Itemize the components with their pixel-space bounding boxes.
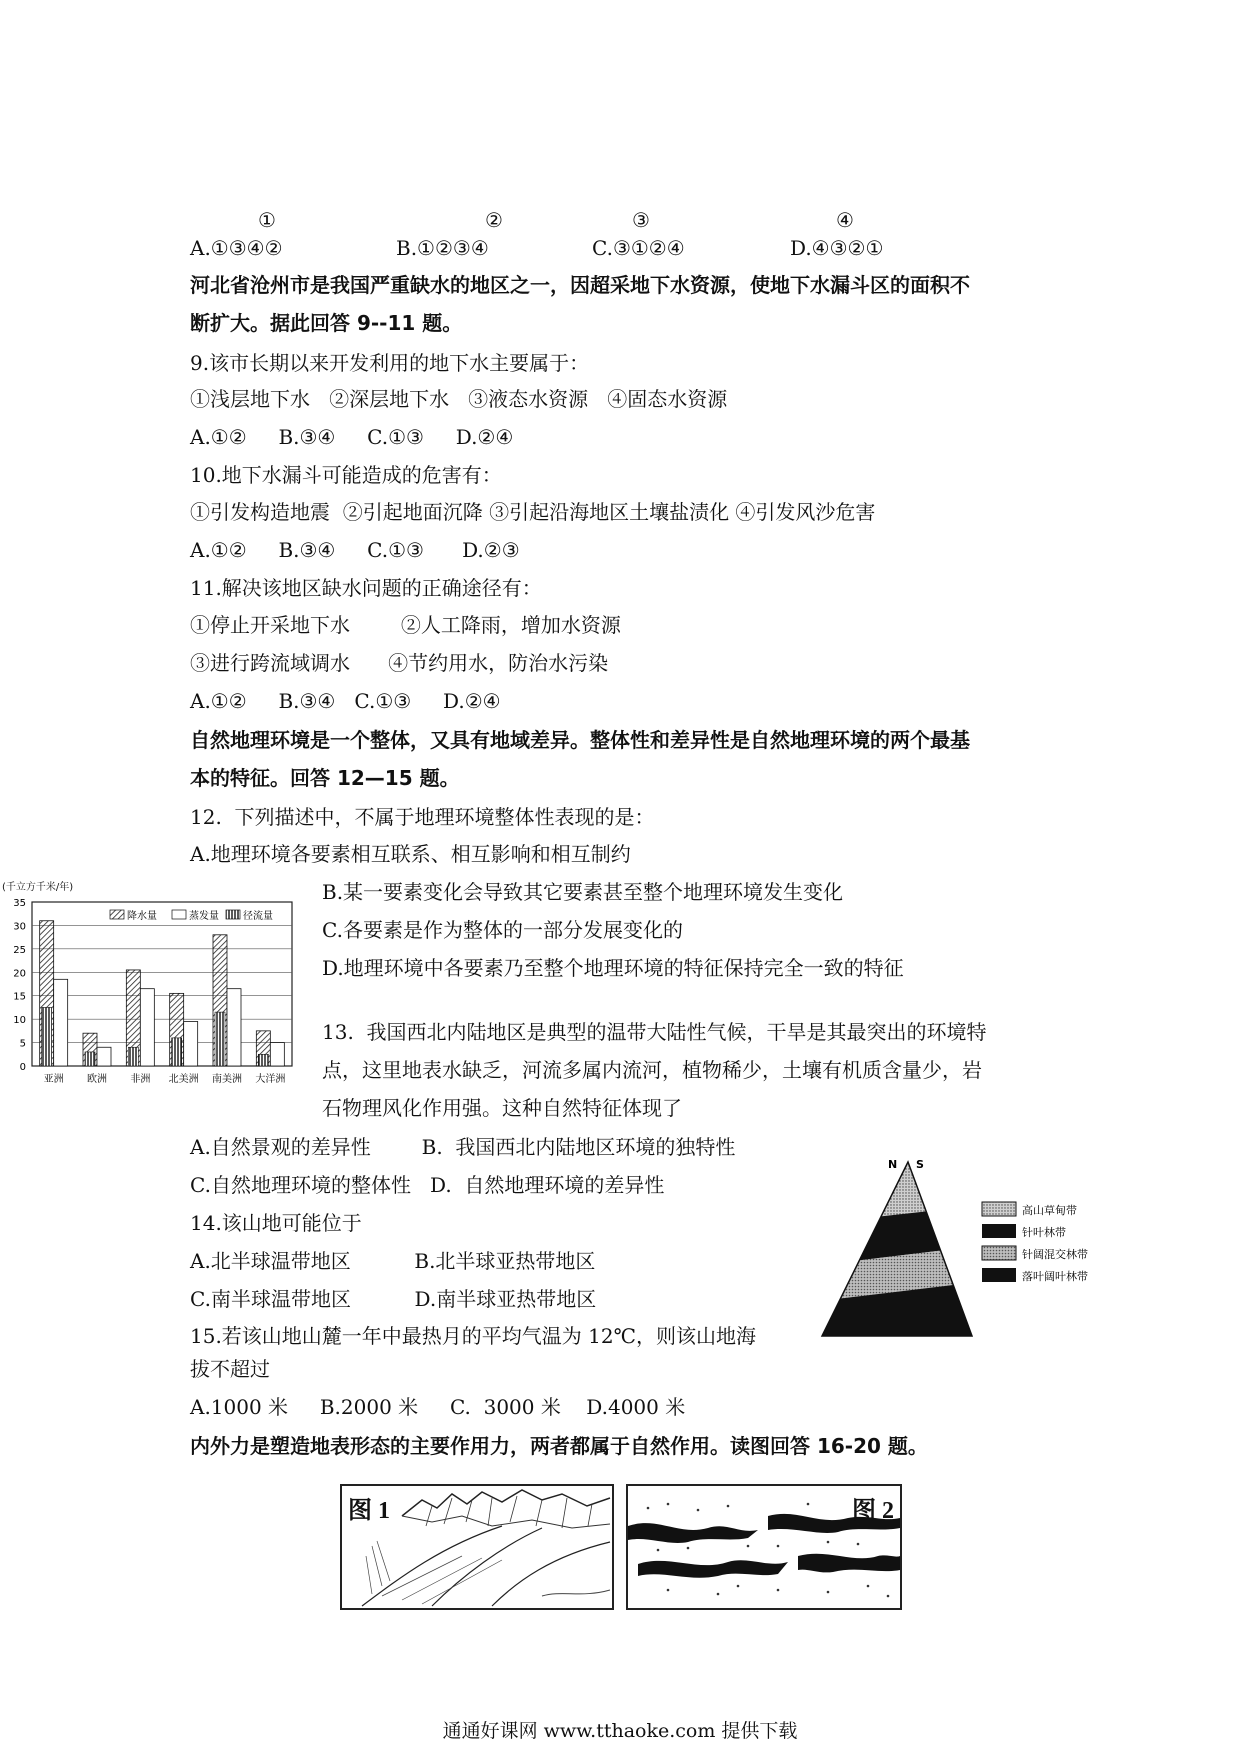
south-label: S (916, 1158, 924, 1171)
legend-label: 降水量 (127, 911, 157, 922)
bar-runoff (258, 1054, 268, 1066)
legend-coniferous: 针叶林带 (1022, 1226, 1066, 1239)
q10-options: A.①② B.③④ C.①③ D.②③ (190, 538, 520, 562)
bar-runoff (85, 1052, 95, 1066)
bar-evaporation (227, 989, 241, 1066)
q14-stem: 14.该山地可能位于 (190, 1211, 362, 1235)
intro-9-11-line2: 断扩大。据此回答 9--11 题。 (190, 311, 463, 335)
q13-line1: 13. 我国西北内陆地区是典型的温带大陆性气候，干旱是其最突出的环境特 (322, 1020, 987, 1044)
bar-runoff (42, 1007, 52, 1066)
intro-16-20: 内外力是塑造地表形态的主要作用力，两者都属于自然作用。读图回答 16-20 题。 (190, 1434, 928, 1458)
q8-option-c: C.③①②④ (592, 236, 685, 260)
mark-4: ④ (836, 208, 854, 232)
q15-stem-2: 拔不超过 (190, 1357, 270, 1381)
legend-mixed-swatch (982, 1246, 1016, 1260)
q15-options: A.1000 米 B.2000 米 C. 3000 米 D.4000 米 (190, 1395, 686, 1419)
bar-runoff (128, 1047, 138, 1066)
intro-12-15-line2: 本的特征。回答 12—15 题。 (190, 766, 460, 790)
q9-stem: 9.该市长期以来开发利用的地下水主要属于： (190, 351, 590, 375)
q13-options-1: A.自然景观的差异性 B. 我国西北内陆地区环境的独特性 (190, 1135, 736, 1159)
q14-options-2: C.南半球温带地区 D.南半球亚热带地区 (190, 1287, 597, 1311)
bar-evaporation (97, 1047, 111, 1066)
bar-evaporation (184, 1021, 198, 1066)
mountain-vegetation-zones-diagram (812, 1150, 1122, 1355)
legend-swatch (172, 910, 186, 919)
north-label: N (888, 1158, 898, 1171)
legend-label: 径流量 (243, 911, 273, 922)
q12-option-a: A.地理环境各要素相互联系、相互影响和相互制约 (190, 842, 631, 866)
figure-1-label: 图 1 (348, 1498, 390, 1524)
x-tick-label: 北美洲 (168, 1074, 199, 1085)
q11-stem: 11.解决该地区缺水问题的正确途径有： (190, 576, 542, 600)
legend-label: 蒸发量 (189, 911, 219, 922)
x-tick-label: 大洋洲 (255, 1074, 286, 1085)
q11-items-1: ①停止开采地下水 ②人工降雨，增加水资源 (190, 613, 621, 637)
q12-option-c: C.各要素是作为整体的一部分发展变化的 (322, 918, 683, 942)
q9-items: ①浅层地下水 ②深层地下水 ③液态水资源 ④固态水资源 (190, 387, 728, 411)
legend-deciduous-swatch (982, 1268, 1016, 1282)
bar-runoff (172, 1038, 182, 1066)
q8-option-b: B.①②③④ (396, 236, 489, 260)
q8-option-d: D.④③②① (790, 236, 884, 260)
y-tick-label: 20 (13, 968, 26, 980)
y-tick-label: 5 (19, 1038, 26, 1050)
y-tick-label: 10 (13, 1015, 26, 1027)
q11-options: A.①② B.③④ C.①③ D.②④ (190, 689, 501, 713)
y-tick-label: 15 (13, 991, 26, 1003)
bar-evaporation (140, 989, 154, 1066)
q10-stem: 10.地下水漏斗可能造成的危害有： (190, 463, 502, 487)
q12-option-d: D.地理环境中各要素乃至整个地理环境的特征保持完全一致的特征 (322, 956, 904, 980)
q13-line2: 点，这里地表水缺乏，河流多属内流河，植物稀少，土壤有机质含量少，岩 (322, 1058, 982, 1082)
q10-items: ①引发构造地震 ②引起地面沉降 ③引起沿海地区土壤盐渍化 ④引发风沙危害 (190, 500, 876, 524)
q11-items-2: ③进行跨流域调水 ④节约用水，防治水污染 (190, 651, 609, 675)
x-tick-label: 亚洲 (43, 1074, 64, 1085)
figure-2-label: 图 2 (852, 1498, 894, 1524)
legend-alpine-meadow-swatch (982, 1202, 1016, 1216)
figure-1-landscape (340, 1484, 614, 1610)
bar-runoff (215, 1012, 225, 1066)
y-tick-label: 0 (19, 1062, 26, 1073)
q12-stem: 12. 下列描述中，不属于地理环境整体性表现的是： (190, 805, 655, 829)
intro-9-11-line1: 河北省沧州市是我国严重缺水的地区之一，因超采地下水资源，使地下水漏斗区的面积不 (190, 273, 970, 297)
legend-swatch (110, 910, 124, 919)
y-tick-label: 35 (13, 898, 26, 909)
q13-options-2: C.自然地理环境的整体性 D. 自然地理环境的差异性 (190, 1173, 665, 1197)
mark-1: ① (258, 208, 276, 232)
legend-swatch (226, 910, 240, 919)
intro-12-15-line1: 自然地理环境是一个整体，又具有地域差异。整体性和差异性是自然地理环境的两个最基 (190, 728, 970, 752)
water-balance-bar-chart (0, 878, 300, 1088)
x-tick-label: 欧洲 (87, 1074, 107, 1085)
q13-line3: 石物理风化作用强。这种自然特征体现了 (322, 1096, 682, 1120)
q9-options: A.①② B.③④ C.①③ D.②④ (190, 425, 514, 449)
q15-stem-1: 15.若该山地山麓一年中最热月的平均气温为 12℃，则该山地海 (190, 1324, 756, 1348)
legend-alpine-meadow: 高山草甸带 (1022, 1204, 1077, 1217)
chart-y-unit-label: (千立方千米/年) (2, 882, 74, 893)
y-tick-label: 25 (13, 944, 26, 956)
legend-deciduous: 落叶阔叶林带 (1022, 1270, 1088, 1283)
q14-options-1: A.北半球温带地区 B.北半球亚热带地区 (190, 1249, 596, 1273)
page-footer: 通通好课网 www.tthaoke.com 提供下载 (442, 1720, 798, 1742)
legend-coniferous-swatch (982, 1224, 1016, 1238)
y-tick-label: 30 (13, 921, 26, 933)
bar-evaporation (54, 979, 68, 1066)
mark-2: ② (485, 208, 503, 232)
bar-evaporation (270, 1043, 284, 1066)
x-tick-label: 南美洲 (212, 1074, 242, 1085)
q8-option-a: A.①③④② (190, 236, 283, 260)
x-tick-label: 非洲 (130, 1074, 151, 1085)
legend-mixed: 针阔混交林带 (1022, 1248, 1088, 1261)
mark-3: ③ (632, 208, 650, 232)
figure-2-landscape (626, 1484, 902, 1610)
q12-option-b: B.某一要素变化会导致其它要素甚至整个地理环境发生变化 (322, 880, 844, 904)
